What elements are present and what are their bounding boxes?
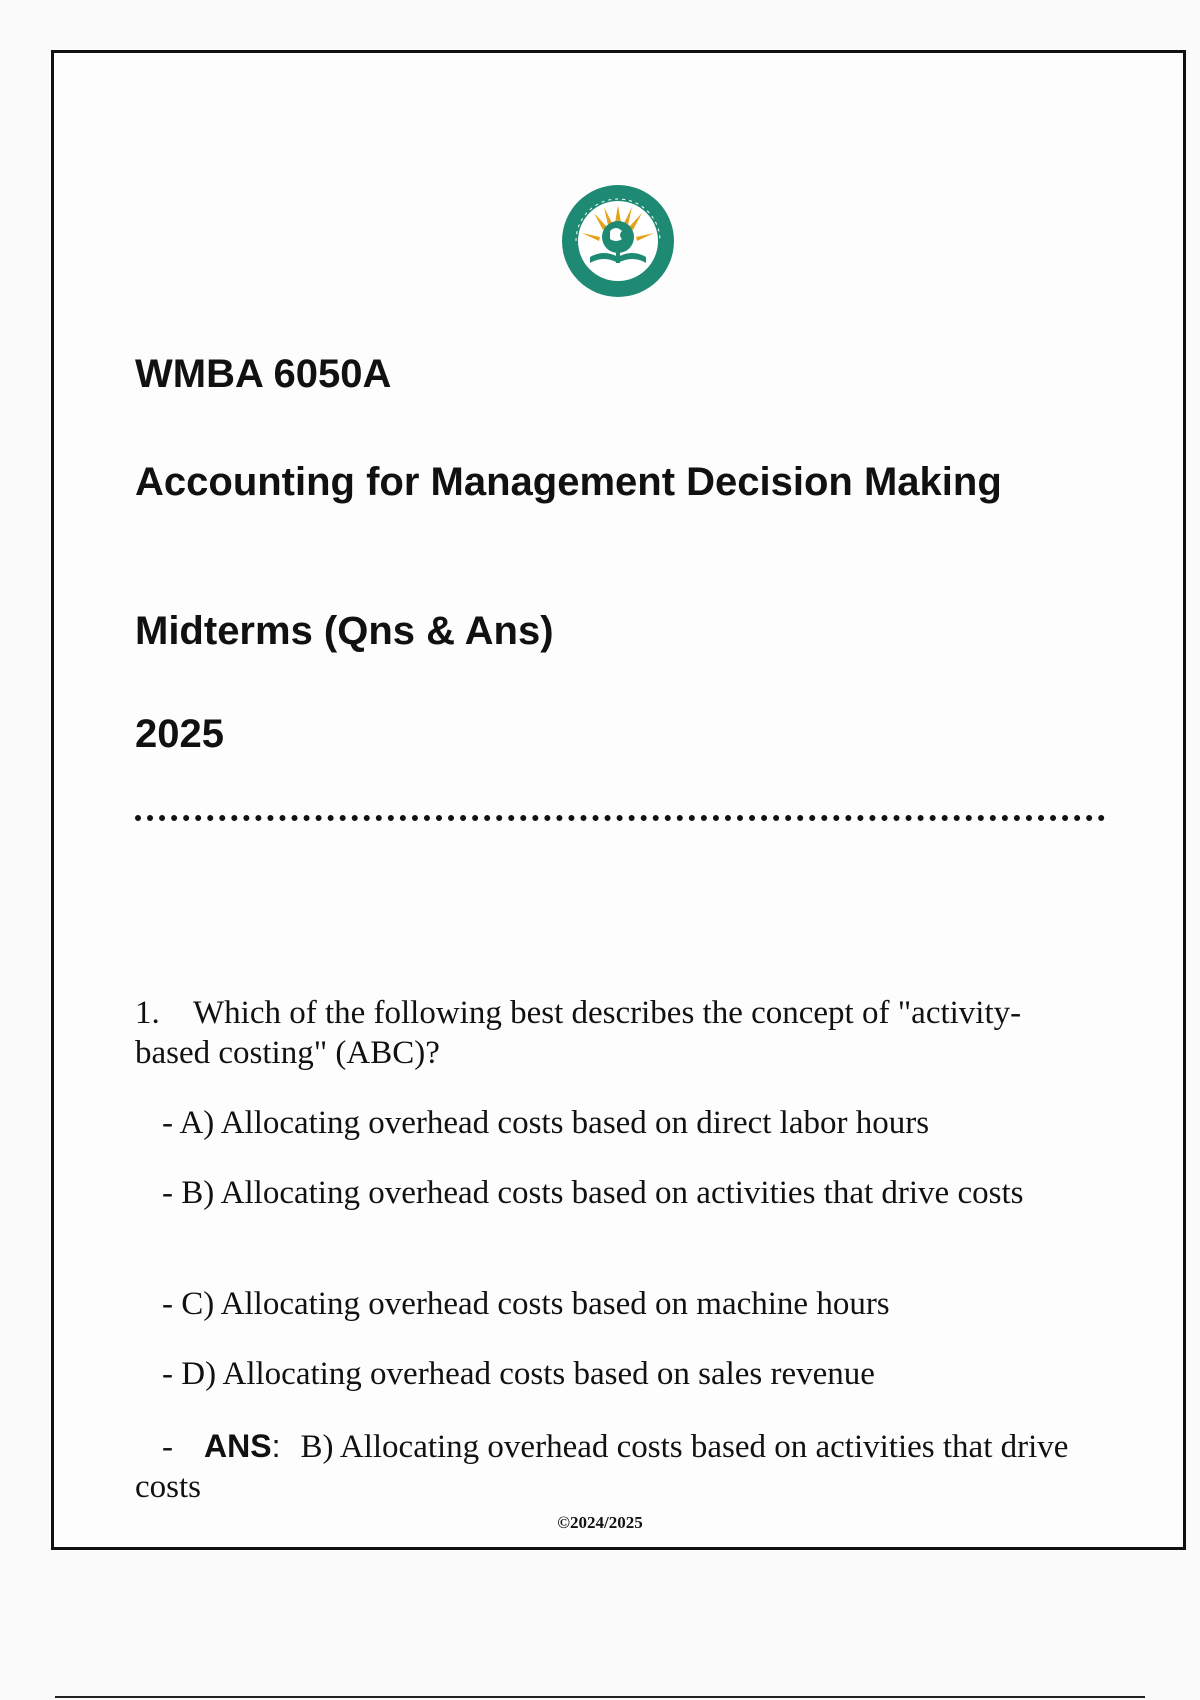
option-text: B) Allocating overhead costs based on activities that drive costs bbox=[181, 1175, 1024, 1211]
answer-text: B) Allocating overhead costs based on activities that drive costs bbox=[135, 1429, 1069, 1505]
question-text: Which of the following best describes the concept of "activity-based costing" (ABC)? bbox=[135, 995, 1022, 1071]
option-b bbox=[135, 1173, 1085, 1213]
course-code: WMBA 6050A bbox=[135, 352, 392, 396]
option-text: D) Allocating overhead costs based on sales revenue bbox=[181, 1356, 875, 1392]
exam-year: 2025 bbox=[135, 712, 224, 756]
dotted-divider bbox=[135, 815, 1105, 821]
university-seal-icon bbox=[560, 183, 676, 299]
course-title: Accounting for Management Decision Making bbox=[135, 460, 1002, 504]
option-dash: - bbox=[162, 1286, 173, 1322]
option-dash: - bbox=[162, 1356, 173, 1392]
option-d bbox=[135, 1354, 1085, 1394]
question-1 bbox=[135, 993, 1085, 1073]
option-c bbox=[135, 1284, 1085, 1324]
answer bbox=[135, 1426, 1095, 1507]
copyright-footer: ©2024/2025 bbox=[557, 1513, 643, 1532]
option-a bbox=[135, 1103, 1085, 1143]
bottom-rule bbox=[55, 1696, 1145, 1698]
answer-dash: - bbox=[162, 1429, 173, 1465]
option-text: A) Allocating overhead costs based on direct labor hours bbox=[179, 1105, 930, 1141]
question-number: 1. bbox=[135, 995, 160, 1031]
answer-label: ANS bbox=[204, 1428, 272, 1464]
exam-subtitle: Midterms (Qns & Ans) bbox=[135, 609, 554, 653]
option-dash: - bbox=[162, 1105, 173, 1141]
option-dash: - bbox=[162, 1175, 173, 1211]
answer-colon: : bbox=[271, 1428, 281, 1464]
option-text: C) Allocating overhead costs based on machine hours bbox=[181, 1286, 890, 1322]
